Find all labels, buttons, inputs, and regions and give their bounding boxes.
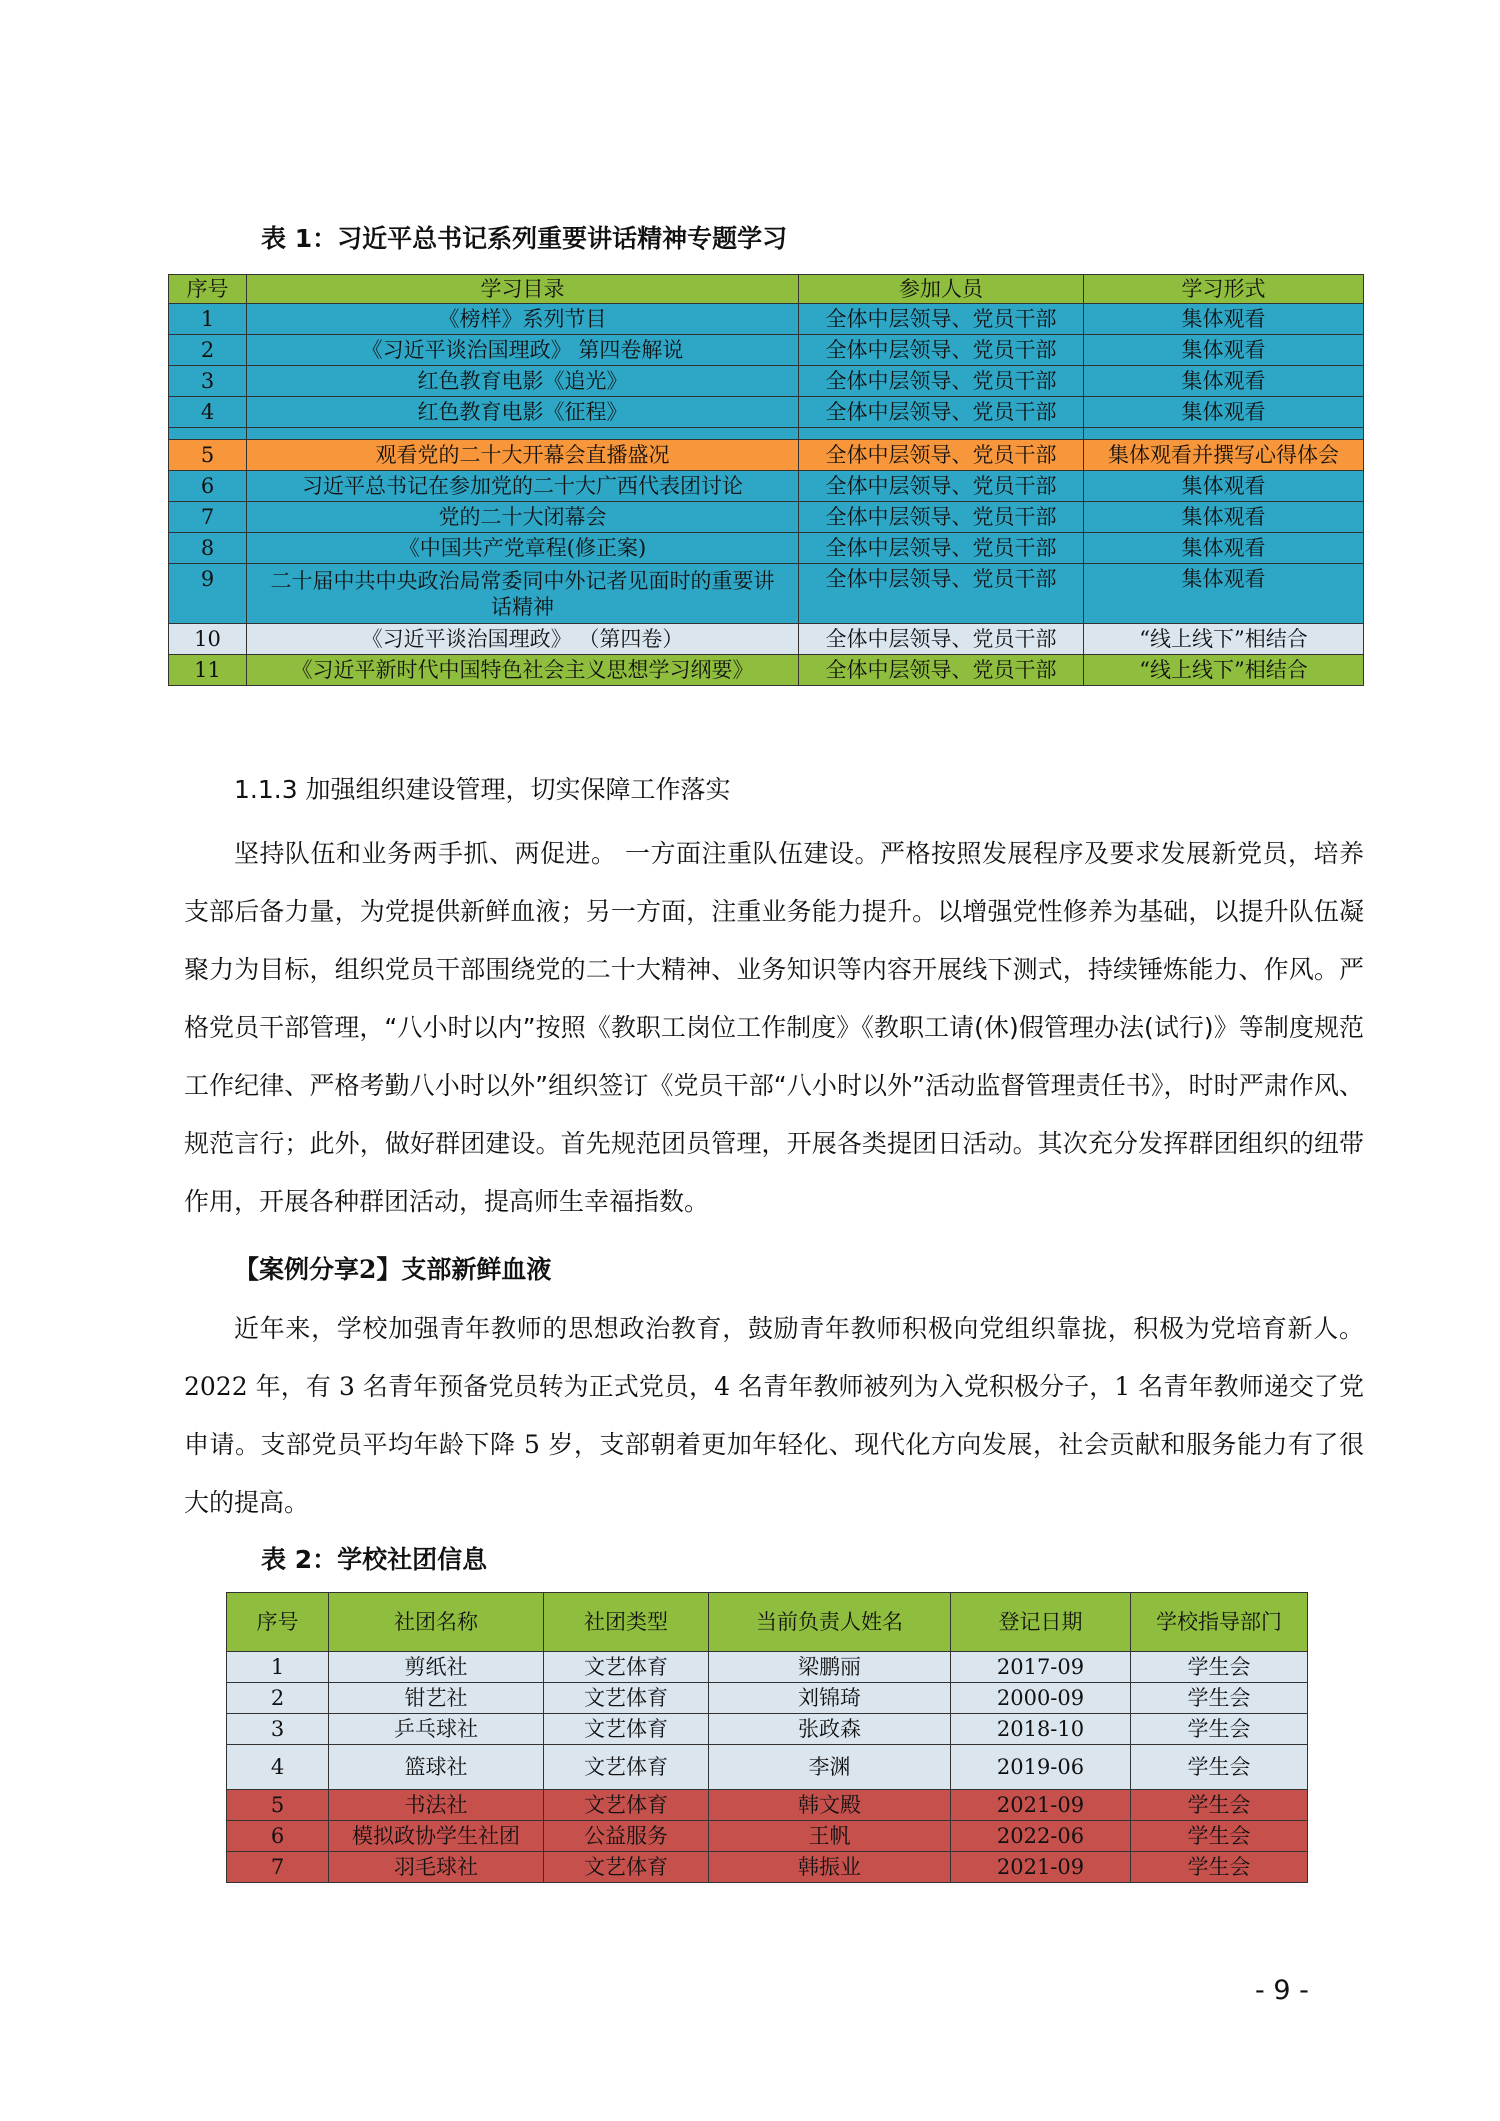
cell-leader: 韩文殿 <box>709 1790 951 1821</box>
table1 <box>168 274 1364 686</box>
cell-no: 1 <box>227 1652 329 1683</box>
cell-title: 《中国共产党章程(修正案) <box>247 533 799 564</box>
table1-caption: 表 1：习近平总书记系列重要讲话精神专题学习 <box>261 224 788 253</box>
table-row <box>227 1745 1308 1790</box>
cell-date: 2000-09 <box>951 1683 1131 1714</box>
table2 <box>226 1592 1308 1883</box>
cell-no: 4 <box>169 397 247 428</box>
table2-header-dept: 学校指导部门 <box>1131 1593 1308 1652</box>
cell-form: 集体观看 <box>1084 304 1364 335</box>
table-row <box>227 1683 1308 1714</box>
cell-no: 3 <box>169 366 247 397</box>
cell-dept: 学生会 <box>1131 1790 1308 1821</box>
cell-people: 全体中层领导、党员干部 <box>799 397 1084 428</box>
cell-people: 全体中层领导、党员干部 <box>799 440 1084 471</box>
cell-date: 2019-06 <box>951 1745 1131 1790</box>
cell-no: 6 <box>169 471 247 502</box>
cell-form: 集体观看 <box>1084 366 1364 397</box>
cell-type: 文艺体育 <box>544 1714 709 1745</box>
cell-dept: 学生会 <box>1131 1652 1308 1683</box>
cell-people: 全体中层领导、党员干部 <box>799 366 1084 397</box>
cell-leader: 李渊 <box>709 1745 951 1790</box>
cell-name: 羽毛球社 <box>329 1852 544 1883</box>
cell-no: 3 <box>227 1714 329 1745</box>
cell-leader: 王帆 <box>709 1821 951 1852</box>
table1-header-form: 学习形式 <box>1084 275 1364 304</box>
cell-form: “线上线下”相结合 <box>1084 624 1364 655</box>
table2-header-name: 社团名称 <box>329 1593 544 1652</box>
cell-people: 全体中层领导、党员干部 <box>799 624 1084 655</box>
cell-type: 文艺体育 <box>544 1683 709 1714</box>
table-row <box>169 397 1364 428</box>
page-number: - 9 - <box>1255 1975 1309 2006</box>
cell-no: 11 <box>169 655 247 686</box>
table-row-spacer <box>169 428 1364 440</box>
section-paragraph: 坚持队伍和业务两手抓、两促进。 一方面注重队伍建设。严格按照发展程序及要求发展新党员，培养支部后备力量，为党提供新鲜血液；另一方面，注重业务能力提升。以增强党性修养为基础，以提升队伍凝聚力为目标，组织党员干部围绕党的二十大精神、业务知识等内容开展线下测式，持续锤炼能力、作风。严格党员干部管理，“八小时以内”按照《教职工岗位工作制度》《教职工请(休)假管理办法(试行)》等制度规范工作纪律、严格考勤八小时以外”组织签订《党员干部“八小时以外”活动监督管理责任书》，时时严肃作风、规范言行；此外，做好群团建设。首先规范团员管理，开展各类提团日活动。其次充分发挥群团组织的纽带作用，开展各种群团活动，提高师生幸福指数。 <box>184 839 1364 1216</box>
cell-people: 全体中层领导、党员干部 <box>799 564 1084 624</box>
cell-people: 全体中层领导、党员干部 <box>799 335 1084 366</box>
cell-name: 钳艺社 <box>329 1683 544 1714</box>
cell-no: 4 <box>227 1745 329 1790</box>
case-title: 【案例分享2】支部新鲜血液 <box>234 1255 552 1284</box>
table2-header-type: 社团类型 <box>544 1593 709 1652</box>
cell-people: 全体中层领导、党员干部 <box>799 655 1084 686</box>
cell-people: 全体中层领导、党员干部 <box>799 471 1084 502</box>
table1-header-row <box>169 275 1364 304</box>
cell-name: 剪纸社 <box>329 1652 544 1683</box>
cell-no: 5 <box>169 440 247 471</box>
cell-leader: 刘锦琦 <box>709 1683 951 1714</box>
cell-name: 乒乓球社 <box>329 1714 544 1745</box>
table2-header-date: 登记日期 <box>951 1593 1131 1652</box>
table-row <box>227 1714 1308 1745</box>
table-row <box>169 366 1364 397</box>
cell-people: 全体中层领导、党员干部 <box>799 533 1084 564</box>
cell-date: 2017-09 <box>951 1652 1131 1683</box>
table-row <box>227 1852 1308 1883</box>
table1-header-no: 序号 <box>169 275 247 304</box>
table-row <box>169 304 1364 335</box>
cell-form: 集体观看 <box>1084 335 1364 366</box>
table-row <box>169 471 1364 502</box>
cell-title: 红色教育电影《征程》 <box>247 397 799 428</box>
cell-dept: 学生会 <box>1131 1821 1308 1852</box>
table2-caption: 表 2：学校社团信息 <box>261 1545 488 1574</box>
cell-no: 5 <box>227 1790 329 1821</box>
cell-people: 全体中层领导、党员干部 <box>799 502 1084 533</box>
table-row <box>169 335 1364 366</box>
table-row <box>169 655 1364 686</box>
table2-header-row <box>227 1593 1308 1652</box>
cell-date: 2021-09 <box>951 1790 1131 1821</box>
cell-date: 2018-10 <box>951 1714 1131 1745</box>
cell-title: 观看党的二十大开幕会直播盛况 <box>247 440 799 471</box>
cell-no: 8 <box>169 533 247 564</box>
cell-no: 7 <box>227 1852 329 1883</box>
cell-type: 文艺体育 <box>544 1852 709 1883</box>
cell-type: 文艺体育 <box>544 1745 709 1790</box>
cell-title: 习近平总书记在参加党的二十大广西代表团讨论 <box>247 471 799 502</box>
cell-no: 9 <box>169 564 247 624</box>
cell-dept: 学生会 <box>1131 1714 1308 1745</box>
cell-no: 1 <box>169 304 247 335</box>
table1-header-people: 参加人员 <box>799 275 1084 304</box>
table-row <box>169 502 1364 533</box>
cell-name: 篮球社 <box>329 1745 544 1790</box>
cell-date: 2022-06 <box>951 1821 1131 1852</box>
cell-form: 集体观看 <box>1084 564 1364 624</box>
table2-header-leader: 当前负责人姓名 <box>709 1593 951 1652</box>
cell-leader: 张政森 <box>709 1714 951 1745</box>
table1-header-title: 学习目录 <box>247 275 799 304</box>
cell-leader: 韩振业 <box>709 1852 951 1883</box>
cell-form: 集体观看并撰写心得体会 <box>1084 440 1364 471</box>
cell-form: 集体观看 <box>1084 397 1364 428</box>
cell-type: 公益服务 <box>544 1821 709 1852</box>
table-row <box>227 1821 1308 1852</box>
cell-title: 《习近平谈治国理政》 第四卷解说 <box>247 335 799 366</box>
cell-form: 集体观看 <box>1084 533 1364 564</box>
cell-form: 集体观看 <box>1084 471 1364 502</box>
cell-title: 《榜样》系列节目 <box>247 304 799 335</box>
cell-no: 2 <box>169 335 247 366</box>
cell-leader: 梁鹏丽 <box>709 1652 951 1683</box>
cell-title: 《习近平新时代中国特色社会主义思想学习纲要》 <box>247 655 799 686</box>
section-heading: 1.1.3 加强组织建设管理，切实保障工作落实 <box>234 775 731 804</box>
cell-dept: 学生会 <box>1131 1852 1308 1883</box>
cell-form: “线上线下”相结合 <box>1084 655 1364 686</box>
table-row <box>169 440 1364 471</box>
table2-header-no: 序号 <box>227 1593 329 1652</box>
cell-title: 党的二十大闭幕会 <box>247 502 799 533</box>
table-row <box>227 1790 1308 1821</box>
table-row <box>227 1652 1308 1683</box>
cell-dept: 学生会 <box>1131 1745 1308 1790</box>
cell-no: 10 <box>169 624 247 655</box>
cell-dept: 学生会 <box>1131 1683 1308 1714</box>
cell-title: 红色教育电影《追光》 <box>247 366 799 397</box>
cell-type: 文艺体育 <box>544 1790 709 1821</box>
table-row <box>169 564 1364 624</box>
cell-people: 全体中层领导、党员干部 <box>799 304 1084 335</box>
cell-name: 书法社 <box>329 1790 544 1821</box>
case-paragraph: 近年来，学校加强青年教师的思想政治教育，鼓励青年教师积极向党组织靠拢，积极为党培育新人。2022 年，有 3 名青年预备党员转为正式党员，4 名青年教师被列为入党积极分子，1 名青年教师递交了党申请。支部党员平均年龄下降 5 岁，支部朝着更加年轻化、现代化方向发展，社会贡献和服务能力有了很大的提高。 <box>184 1314 1364 1517</box>
cell-title: 《习近平谈治国理政》 （第四卷） <box>247 624 799 655</box>
table-row <box>169 533 1364 564</box>
cell-no: 7 <box>169 502 247 533</box>
cell-date: 2021-09 <box>951 1852 1131 1883</box>
cell-no: 6 <box>227 1821 329 1852</box>
table-row <box>169 624 1364 655</box>
cell-name: 模拟政协学生社团 <box>329 1821 544 1852</box>
cell-form: 集体观看 <box>1084 502 1364 533</box>
cell-title: 二十届中共中央政治局常委同中外记者见面时的重要讲话精神 <box>247 564 799 624</box>
cell-no: 2 <box>227 1683 329 1714</box>
cell-type: 文艺体育 <box>544 1652 709 1683</box>
